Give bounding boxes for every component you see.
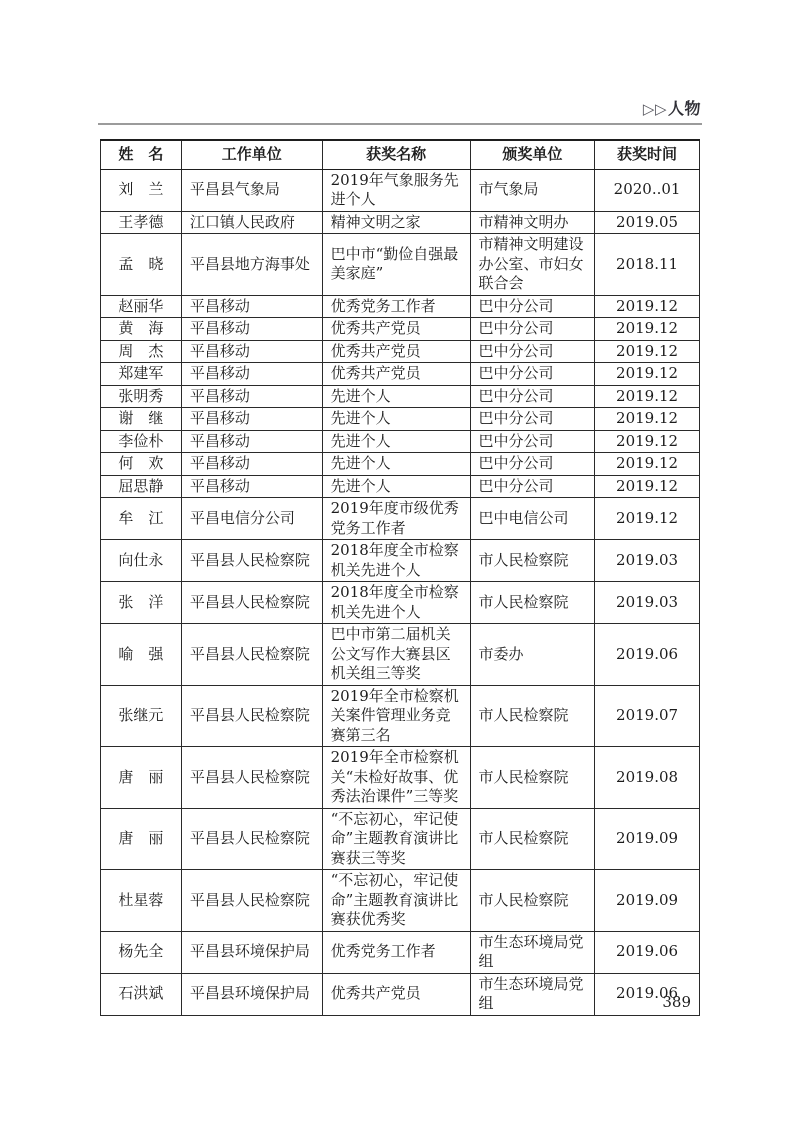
table-cell-award: 2019年全市检察机关案件管理业务竞赛第三名 [322, 685, 470, 747]
table-row [101, 211, 700, 234]
section-label: 人物 [667, 99, 701, 118]
table-cell-award: “不忘初心，牢记使命”主题教育演讲比赛获优秀奖 [322, 870, 470, 932]
table-cell-unit: 平昌移动 [181, 295, 322, 318]
table-row [101, 408, 700, 431]
table-cell-time: 2019.07 [595, 685, 700, 747]
table-cell-award: 先进个人 [322, 385, 470, 408]
table-cell-name: 杜星蓉 [101, 870, 182, 932]
table-cell-time: 2019.12 [595, 385, 700, 408]
table-cell-issuer: 市精神文明建设办公室、市妇女联合会 [470, 234, 595, 296]
table-cell-award: 优秀共产党员 [322, 318, 470, 341]
table-cell-issuer: 巴中分公司 [470, 475, 595, 498]
table-cell-issuer: 市人民检察院 [470, 582, 595, 624]
table-cell-unit: 平昌移动 [181, 408, 322, 431]
table-cell-award: 先进个人 [322, 453, 470, 476]
table-cell-issuer: 巴中分公司 [470, 340, 595, 363]
table-cell-unit: 平昌县人民检察院 [181, 685, 322, 747]
table-cell-time: 2019.12 [595, 475, 700, 498]
table-row [101, 295, 700, 318]
column-header-name: 姓 名 [101, 140, 182, 169]
table-cell-unit: 平昌县气象局 [181, 169, 322, 211]
table-cell-award: 优秀共产党员 [322, 340, 470, 363]
table-cell-issuer: 巴中分公司 [470, 295, 595, 318]
section-header [643, 96, 701, 119]
table-cell-name: 张 洋 [101, 582, 182, 624]
table-cell-name: 喻 强 [101, 624, 182, 686]
table-cell-time: 2019.12 [595, 408, 700, 431]
table-cell-unit: 平昌县地方海事处 [181, 234, 322, 296]
table-cell-name: 周 杰 [101, 340, 182, 363]
table-cell-award: 2019年气象服务先进个人 [322, 169, 470, 211]
table-cell-issuer: 巴中分公司 [470, 318, 595, 341]
table-cell-award: 优秀党务工作者 [322, 295, 470, 318]
table-cell-award: 先进个人 [322, 430, 470, 453]
table-cell-name: 李俭朴 [101, 430, 182, 453]
table-cell-time: 2019.03 [595, 582, 700, 624]
table-cell-time: 2019.12 [595, 318, 700, 341]
page-number: 389 [662, 993, 691, 1011]
table-cell-unit: 平昌县人民检察院 [181, 747, 322, 809]
table-cell-name: 向仕永 [101, 540, 182, 582]
table-cell-name: 屈思静 [101, 475, 182, 498]
table-row [101, 685, 700, 747]
table-cell-time: 2019.05 [595, 211, 700, 234]
table-header-row [101, 140, 700, 169]
table-row [101, 318, 700, 341]
table-cell-issuer: 市生态环境局党组 [470, 931, 595, 973]
table-row [101, 169, 700, 211]
table-cell-time: 2019.03 [595, 540, 700, 582]
table-cell-unit: 平昌县环境保护局 [181, 973, 322, 1015]
table-cell-unit: 平昌县人民检察院 [181, 582, 322, 624]
table-cell-issuer: 巴中电信公司 [470, 498, 595, 540]
table-cell-issuer: 市气象局 [470, 169, 595, 211]
table-cell-name: 黄 海 [101, 318, 182, 341]
table-row [101, 931, 700, 973]
table-cell-award: 2018年度全市检察机关先进个人 [322, 582, 470, 624]
table-cell-time: 2019.12 [595, 498, 700, 540]
table-cell-name: 唐 丽 [101, 747, 182, 809]
header-rule [98, 123, 702, 125]
table-cell-unit: 平昌移动 [181, 453, 322, 476]
table-cell-unit: 平昌移动 [181, 430, 322, 453]
table-cell-unit: 平昌县人民检察院 [181, 540, 322, 582]
table-cell-award: 优秀共产党员 [322, 973, 470, 1015]
table-cell-issuer: 市人民检察院 [470, 747, 595, 809]
table-row [101, 430, 700, 453]
table-cell-name: 石洪斌 [101, 973, 182, 1015]
awards-table [100, 139, 700, 1016]
table-cell-award: 先进个人 [322, 475, 470, 498]
table-cell-unit: 平昌县人民检察院 [181, 870, 322, 932]
table-row [101, 363, 700, 386]
table-cell-issuer: 巴中分公司 [470, 430, 595, 453]
column-header-issuer: 颁奖单位 [470, 140, 595, 169]
table-cell-award: 优秀共产党员 [322, 363, 470, 386]
table-cell-time: 2019.12 [595, 340, 700, 363]
table-cell-unit: 江口镇人民政府 [181, 211, 322, 234]
double-triangle-icon: ▷▷ [642, 100, 667, 118]
table-cell-unit: 平昌移动 [181, 318, 322, 341]
table-cell-issuer: 巴中分公司 [470, 408, 595, 431]
table-cell-issuer: 市人民检察院 [470, 808, 595, 870]
table-cell-name: 张明秀 [101, 385, 182, 408]
table-cell-time: 2019.12 [595, 453, 700, 476]
table-cell-issuer: 巴中分公司 [470, 363, 595, 386]
table-cell-issuer: 巴中分公司 [470, 453, 595, 476]
table-cell-unit: 平昌移动 [181, 475, 322, 498]
table-cell-time: 2019.06 [595, 624, 700, 686]
table-row [101, 453, 700, 476]
table-cell-issuer: 市人民检察院 [470, 540, 595, 582]
table-cell-time: 2019.06 [595, 973, 700, 1015]
table-cell-name: 赵丽华 [101, 295, 182, 318]
table-row [101, 973, 700, 1015]
table-cell-time: 2019.08 [595, 747, 700, 809]
table-cell-time: 2019.09 [595, 808, 700, 870]
table-cell-issuer: 市人民检察院 [470, 870, 595, 932]
table-cell-award: “不忘初心，牢记使命”主题教育演讲比赛获三等奖 [322, 808, 470, 870]
table-cell-name: 张继元 [101, 685, 182, 747]
table-row [101, 808, 700, 870]
table-cell-award: 2019年度市级优秀党务工作者 [322, 498, 470, 540]
table-row [101, 582, 700, 624]
table-row [101, 870, 700, 932]
table-cell-time: 2019.06 [595, 931, 700, 973]
column-header-time: 获奖时间 [595, 140, 700, 169]
table-row [101, 475, 700, 498]
table-cell-name: 刘 兰 [101, 169, 182, 211]
table-cell-issuer: 市委办 [470, 624, 595, 686]
table-cell-time: 2018.11 [595, 234, 700, 296]
table-row [101, 340, 700, 363]
table-cell-award: 精神文明之家 [322, 211, 470, 234]
table-cell-name: 杨先全 [101, 931, 182, 973]
table-row [101, 747, 700, 809]
table-cell-time: 2019.12 [595, 363, 700, 386]
table-cell-name: 孟 晓 [101, 234, 182, 296]
table-cell-unit: 平昌移动 [181, 385, 322, 408]
table-cell-award: 优秀党务工作者 [322, 931, 470, 973]
table-cell-unit: 平昌县环境保护局 [181, 931, 322, 973]
table-cell-issuer: 市精神文明办 [470, 211, 595, 234]
table-cell-unit: 平昌移动 [181, 363, 322, 386]
table-cell-unit: 平昌县人民检察院 [181, 624, 322, 686]
table-cell-issuer: 市人民检察院 [470, 685, 595, 747]
table-cell-issuer: 市生态环境局党组 [470, 973, 595, 1015]
table-cell-time: 2020..01 [595, 169, 700, 211]
table-row [101, 498, 700, 540]
table-body [101, 169, 700, 1015]
table-cell-award: 巴中市第二届机关公文写作大赛县区机关组三等奖 [322, 624, 470, 686]
table-cell-time: 2019.09 [595, 870, 700, 932]
table-cell-name: 唐 丽 [101, 808, 182, 870]
table-cell-name: 谢 继 [101, 408, 182, 431]
table-row [101, 385, 700, 408]
table-cell-unit: 平昌移动 [181, 340, 322, 363]
table-cell-name: 郑建军 [101, 363, 182, 386]
table-cell-time: 2019.12 [595, 295, 700, 318]
table-cell-unit: 平昌电信分公司 [181, 498, 322, 540]
column-header-award: 获奖名称 [322, 140, 470, 169]
table-cell-award: 先进个人 [322, 408, 470, 431]
table-row [101, 624, 700, 686]
table-row [101, 234, 700, 296]
table-cell-unit: 平昌县人民检察院 [181, 808, 322, 870]
table-cell-award: 巴中市“勤俭自强最美家庭” [322, 234, 470, 296]
table-row [101, 540, 700, 582]
table-cell-award: 2018年度全市检察机关先进个人 [322, 540, 470, 582]
table-cell-name: 牟 江 [101, 498, 182, 540]
table-cell-name: 王孝德 [101, 211, 182, 234]
table-cell-award: 2019年全市检察机关“未检好故事、优秀法治课件”三等奖 [322, 747, 470, 809]
table-cell-issuer: 巴中分公司 [470, 385, 595, 408]
table-cell-time: 2019.12 [595, 430, 700, 453]
table-cell-name: 何 欢 [101, 453, 182, 476]
column-header-unit: 工作单位 [181, 140, 322, 169]
